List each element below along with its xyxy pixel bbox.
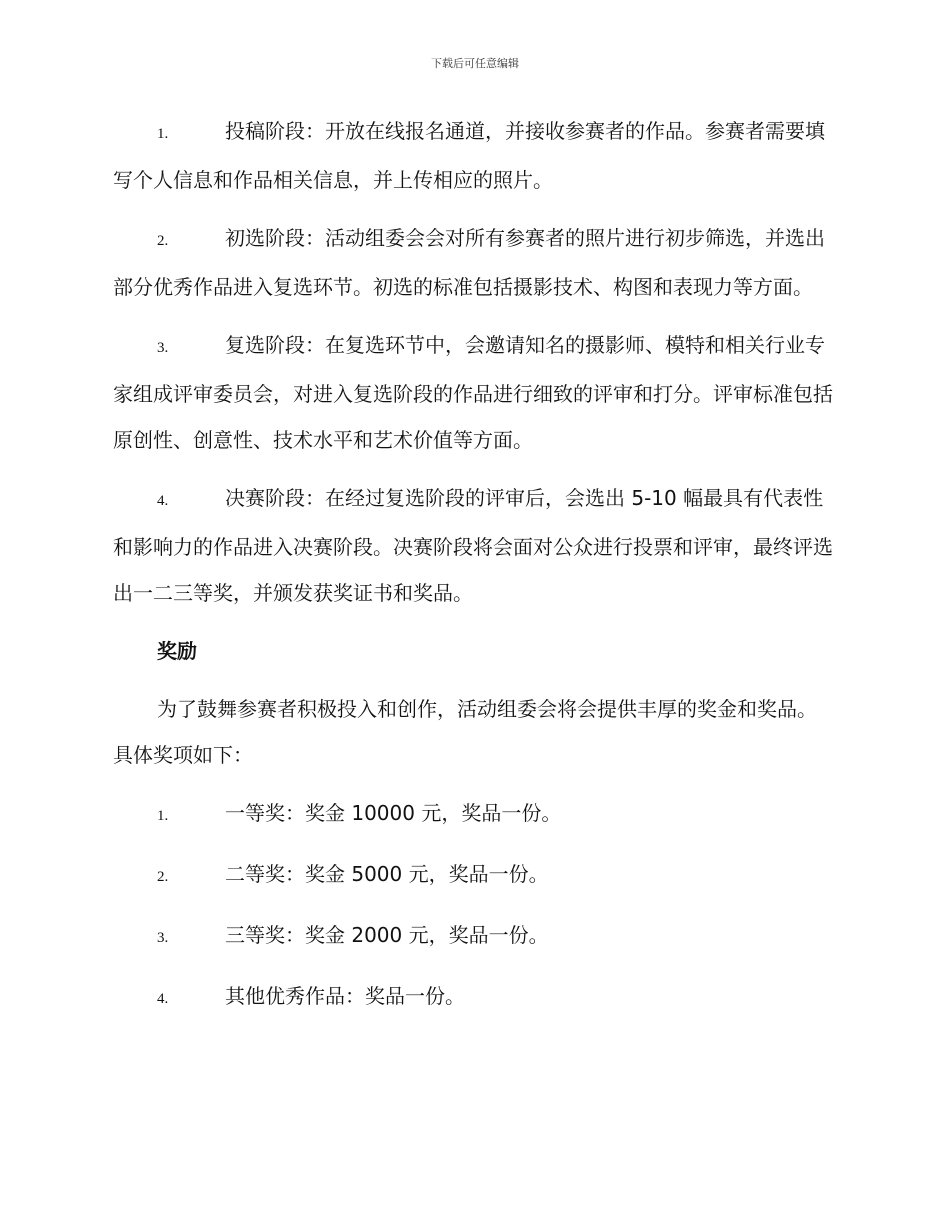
award-item xyxy=(113,973,835,1022)
awards-heading: 奖励 xyxy=(157,639,197,663)
list-number: 1. xyxy=(157,126,169,142)
list-number: 2. xyxy=(157,869,169,885)
page-header: 下载后可任意编辑 xyxy=(431,57,519,70)
stage-item xyxy=(113,215,835,310)
award-text: 三等奖：奖金 2000 元，奖品一份。 xyxy=(225,923,549,947)
stage-item xyxy=(113,108,835,203)
award-text: 二等奖：奖金 5000 元，奖品一份。 xyxy=(225,862,549,886)
stage-item xyxy=(113,322,835,463)
document-body xyxy=(113,108,835,1034)
list-number: 4. xyxy=(157,493,169,509)
stage-text: 初选阶段：活动组委会会对所有参赛者的照片进行初步筛选，并选出部分优秀作品进入复选环节。初选的标准包括摄影技术、构图和表现力等方面。 xyxy=(113,226,825,299)
awards-intro: 为了鼓舞参赛者积极投入和创作，活动组委会将会提供丰厚的奖金和奖品。具体奖项如下： xyxy=(113,697,817,767)
stage-text: 投稿阶段：开放在线报名通道，并接收参赛者的作品。参赛者需要填写个人信息和作品相关信息，并上传相应的照片。 xyxy=(113,119,825,192)
list-number: 2. xyxy=(157,233,169,249)
award-item xyxy=(113,912,835,961)
stage-text: 决赛阶段：在经过复选阶段的评审后，会选出 5-10 幅最具有代表性和影响力的作品进入决赛阶段。决赛阶段将会面对公众进行投票和评审，最终评选出一二三等奖，并颁发获奖证书和奖品。 xyxy=(113,486,833,605)
list-number: 3. xyxy=(157,340,169,356)
stage-text: 复选阶段：在复选环节中，会邀请知名的摄影师、模特和相关行业专家组成评审委员会，对进入复选阶段的作品进行细致的评审和打分。评审标准包括原创性、创意性、技术水平和艺术价值等方面。 xyxy=(113,333,833,452)
award-text: 一等奖：奖金 10000 元，奖品一份。 xyxy=(225,801,562,825)
list-number: 3. xyxy=(157,930,169,946)
award-item xyxy=(113,851,835,900)
list-number: 1. xyxy=(157,808,169,824)
award-item xyxy=(113,790,835,839)
award-text: 其他优秀作品：奖品一份。 xyxy=(225,984,465,1008)
stage-item xyxy=(113,475,835,616)
list-number: 4. xyxy=(157,991,169,1007)
